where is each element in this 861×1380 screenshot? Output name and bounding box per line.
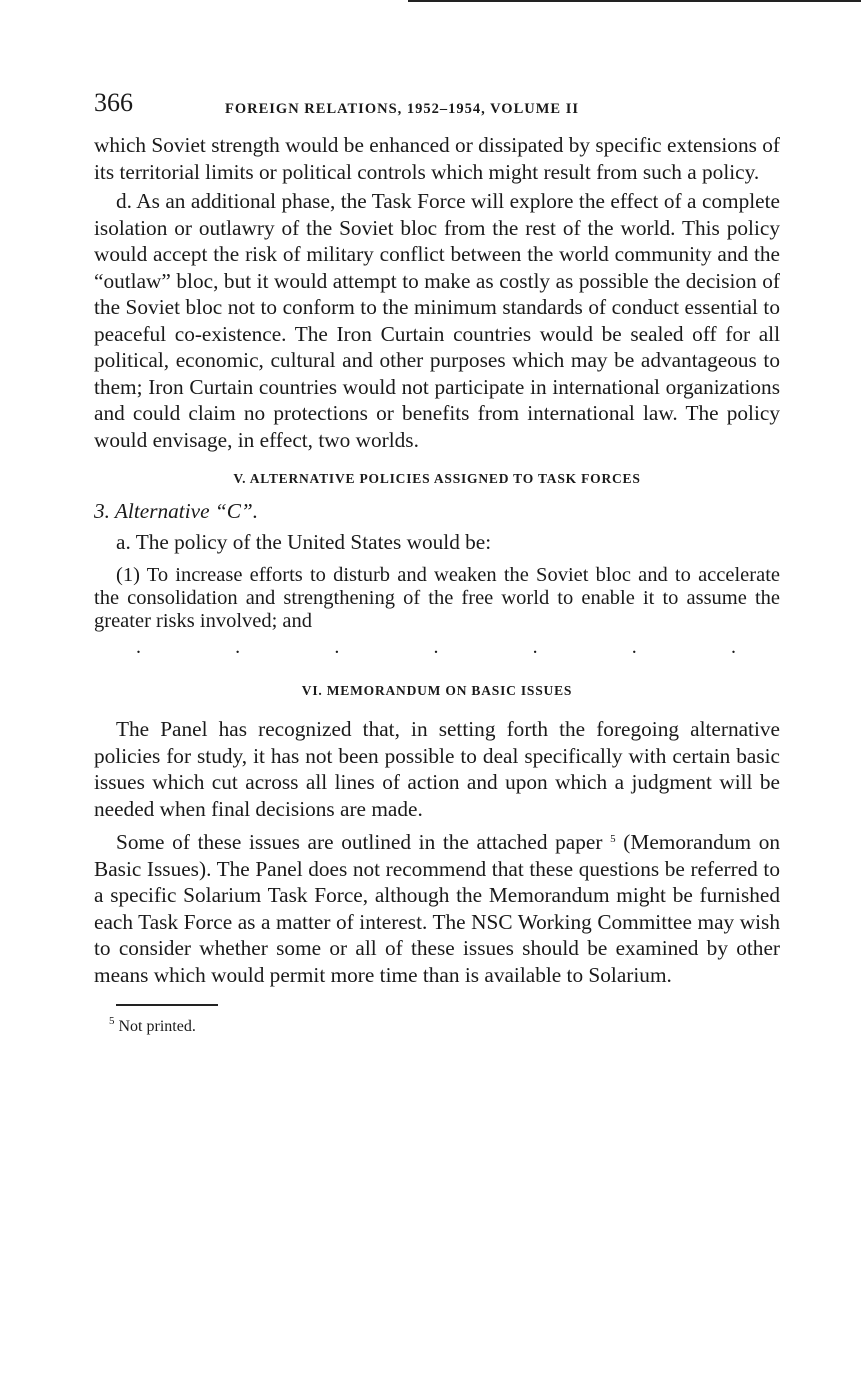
ellipsis-row <box>94 637 780 661</box>
footnote-reference: 5 <box>610 833 616 845</box>
page-number: 366 <box>94 88 133 117</box>
panel-paragraph-2-text-cont: (Memorandum on Basic Issues). The Panel does not recommend that these questions be referred to a specific Solarium Task Force, although the Memorandum might be furnished each Task Force as a matter of interest. The NSC Working Committee may wish to consider whether some or all of these issues should be examined by other means which would permit more time than is available to Solarium. <box>94 830 780 987</box>
paragraph-1: (1) To increase efforts to disturb and weaken the Soviet bloc and to accelerate the consolidation and strengthening of the free world to enable it to assume the greater risks involved; and <box>94 564 780 632</box>
ellipsis-dot: . <box>334 636 340 658</box>
section-v-heading: V. ALTERNATIVE POLICIES ASSIGNED TO TASK FORCES <box>233 471 641 486</box>
continuation-paragraph: which Soviet strength would be enhanced or dissipated by specific extensions of its territorial limits or political controls which might result from such a policy. <box>94 133 780 184</box>
panel-paragraph-2-text: Some of these issues are outlined in the attached paper <box>116 830 603 854</box>
top-border-rule <box>408 0 861 2</box>
footnote-5 <box>94 1014 780 1041</box>
alternative-c-heading: 3. Alternative “C”. <box>94 499 259 523</box>
ellipsis-dot: . <box>136 636 141 658</box>
ellipsis-dot: . <box>433 636 439 658</box>
paragraph-a: a. The policy of the United States would be: <box>116 530 492 554</box>
paragraph-d: d. As an additional phase, the Task Force will explore the effect of a complete isolation or outlawry of the Soviet bloc from the rest of the world. This policy would accept the risk of military conflict between the world community and the “outlaw” bloc, but it would attempt to make as costly as possible the decision of the Soviet bloc not to conform to the minimum standards of conduct essential to peaceful co-existence. The Iron Curtain countries would be sealed off for all political, economic, cultural and other purposes which may be advantageous to them; Iron Curtain countries would not participate in international organizations and could claim no protections or benefits from international law. The policy would envisage, in effect, two worlds. <box>94 189 780 452</box>
footnote-rule <box>116 1004 218 1006</box>
ellipsis-dot: . <box>235 636 241 658</box>
section-vi-heading: VI. MEMORANDUM ON BASIC ISSUES <box>301 683 573 698</box>
footnote-text: Not printed. <box>114 1017 196 1035</box>
running-head <box>94 88 780 122</box>
ellipsis-dot: . <box>730 636 736 658</box>
document-page <box>94 88 780 1040</box>
panel-paragraph-1: The Panel has recognized that, in setting forth the foregoing alternative policies for study, it has not been possible to deal specifically with certain basic issues which cut across all lines of action and upon which a judgment will be needed when final decisions are made. <box>94 717 780 821</box>
footnote-marker: 5 <box>109 1014 115 1027</box>
ellipsis-dot: . <box>532 636 538 658</box>
panel-paragraph-2 <box>94 829 780 988</box>
running-title: FOREIGN RELATIONS, 1952–1954, VOLUME II <box>225 101 579 117</box>
ellipsis-dot: . <box>631 636 637 658</box>
